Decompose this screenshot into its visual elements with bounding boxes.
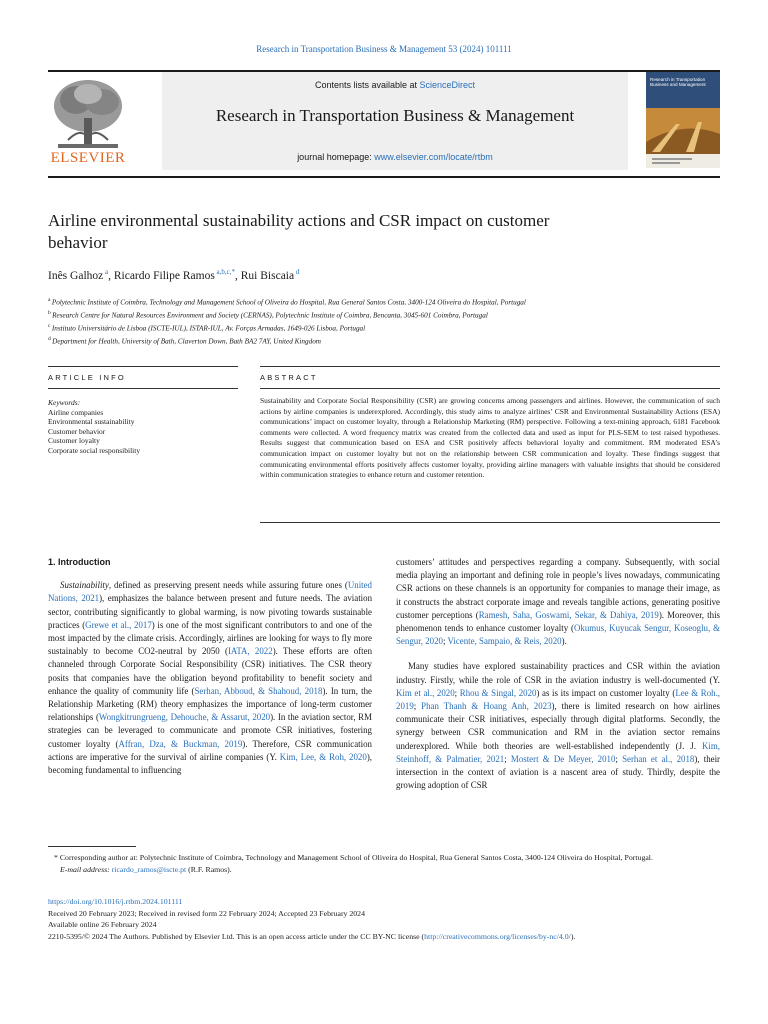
contents-prefix: Contents lists available at	[314, 80, 420, 90]
affiliation-item	[48, 321, 728, 334]
footnotes	[48, 852, 728, 875]
body-paragraph	[48, 579, 372, 777]
affiliation-text: Polytechnic Institute of Coimbra, Technology and Management School of Oliveira do Hospital, Rua General Santos Costa, 3400-124 Oliveira do Hospital, Portugal	[51, 298, 526, 307]
license-line	[48, 931, 728, 943]
affiliation-item	[48, 295, 728, 308]
citation-link[interactable]: Kim, Steinhoff, & Palmatier, 2021	[396, 740, 720, 764]
citation-link[interactable]: Ramesh, Saha, Goswami, Sekar, & Dahiya, 2019	[478, 609, 659, 620]
paragraph-text: customers’ attitudes and perspectives regarding a company. Subsequently, with social media playing an important and defining role in people’s lives nowadays, communicating CSR actions on these channels is an opportunity for companies to manage their image, as it constructs the abstract corporate image and reveals tangible actions, generating positive customer perceptions (	[396, 557, 720, 620]
author-separator: ,	[108, 269, 114, 282]
available-online: Available online 26 February 2024	[48, 920, 157, 930]
body-paragraph	[396, 556, 720, 648]
abstract-text: Sustainability and Corporate Social Responsibility (CSR) are growing concerns among passengers and airlines. However, the communication of such actions by airline companies is underexplored. Accordingly, this study aims to analyze airlines’ CSR and Environmental Sustainability Actions (ESA) communications’ impact on customer loyalty, through a Relationship Marketing (RM) perspective. Following a text-mining approach, 6181 Facebook comments were collected. A word frequency matrix was created from the collected data and used as input for PLS-SEM to test raised hypotheses. Results suggest that communication based on ESA and CSR positively affects behavioral loyalty and commitment. RM moderated ESA’s communication impact on customer loyalty but not on the relationship between CSR communication and loyalty. These findings suggest that communicating environmental efforts positively affects customer loyalty, providing airline managers with valuable insights that should be considered within communication strategies to enhance return and customer retention.	[260, 396, 720, 480]
author-list	[48, 268, 299, 282]
sciencedirect-link[interactable]: ScienceDirect	[419, 80, 476, 90]
received-dates: Received 20 February 2023; Received in revised form 22 February 2024; Accepted 23 February 2024	[48, 908, 365, 918]
affiliation-mark: c	[48, 322, 52, 329]
affiliation-mark: b	[48, 309, 53, 316]
author-affiliation-marks[interactable]: a	[103, 268, 109, 276]
paragraph-text: ;	[442, 636, 448, 647]
citation-link[interactable]: Affran, Dza, & Buckman, 2019	[118, 738, 243, 749]
license-prefix: 2210-5395/© 2024 The Authors. Published by Elsevier Ltd. This is an open access article under the CC BY-NC license (	[48, 931, 425, 941]
abstract-rule-top	[260, 366, 720, 367]
paragraph-text: ). In the aviation sector, RM strategies can be leveraged to communicate and promote CSR initiatives, fostering customer loyalty (	[48, 712, 372, 749]
keyword-item: Customer loyalty	[48, 436, 100, 446]
paragraph-text: , defined as preserving present needs while assuring future ones (	[108, 580, 348, 591]
author-affiliation-marks[interactable]: a,b,c,*	[214, 268, 236, 276]
abstract-heading: ABSTRACT	[260, 373, 318, 382]
email-owner: (R.F. Ramos).	[186, 864, 232, 874]
keyword-item: Airline companies	[48, 407, 104, 417]
citation-link[interactable]: Rhou & Singal, 2020	[459, 687, 537, 698]
paragraph-text: ). Therefore, CSR communication actions are imperative for the survival of airline companies (Y.	[48, 738, 372, 762]
keywords-block	[48, 398, 238, 456]
contents-line	[162, 80, 628, 90]
citation-link[interactable]: Wongkitrungrueng, Dehouche, & Assarut, 2020	[98, 712, 271, 723]
paragraph-text: ), emphasizes the balance between present and future needs. The aviation sector, contributing significantly to global warming, is now pivoting towards sustainable practices (	[48, 593, 373, 630]
citation-link[interactable]: Mostert & De Meyer, 2010	[510, 753, 616, 764]
keyword-item: Corporate social responsibility	[48, 445, 141, 455]
email-link[interactable]: ricardo_ramos@iscte.pt	[111, 864, 187, 874]
publisher-wordmark: ELSEVIER	[50, 150, 126, 166]
citation-link[interactable]: Kim et al., 2020	[396, 687, 455, 698]
header-rule-bottom	[48, 176, 720, 178]
article-title: Airline environmental sustainability actions and CSR impact on customer behavior	[48, 211, 550, 252]
citation-link[interactable]: United Nations, 2021	[48, 580, 372, 604]
email-label: E-mail address:	[60, 864, 112, 874]
author-affiliation-marks[interactable]: d	[294, 268, 300, 276]
paragraph-text: ), there is limited research on how airlines communicate their CSR initiatives, especially through digital platforms. Secondly, the synergy between CSR communication and RM in the aviation sector remains underexplored. While both theories are well-established independently (J. J.	[396, 701, 720, 751]
body-column-right	[396, 556, 720, 792]
journal-homepage-line	[162, 152, 628, 162]
article-info-heading: ARTICLE INFO	[48, 373, 126, 382]
paragraph-text: ). In turn, the Relationship Marketing (RM) theory emphasizes the importance of long-term customer relationships (	[48, 685, 373, 723]
paragraph-text: ;	[413, 701, 422, 712]
paragraph-text: ;	[615, 753, 623, 764]
body-column-left	[48, 556, 372, 777]
paragraph-text: ).	[561, 636, 567, 647]
affiliation-item	[48, 308, 728, 321]
journal-cover-thumbnail[interactable]	[646, 72, 720, 168]
paragraph-text: ), becoming fundamental to influencing	[48, 751, 372, 776]
affiliation-text: Research Centre for Natural Resources Environment and Society (CERNAS), Polytechnic Institute of Coimbra, Bencanta, 3045-601 Coimbra, Portugal	[52, 311, 488, 320]
publication-meta	[48, 896, 728, 942]
author-name[interactable]: Ricardo Filipe Ramos	[113, 269, 215, 282]
elsevier-logo[interactable]	[48, 72, 128, 170]
paragraph-text: ) is one of the most significant contributors to and one of the most impacted by the climate crisis. Accordingly, airlines are looking for ways to fly more sustainably to become CO2-neutral by 2050 (	[48, 619, 372, 657]
author-name[interactable]: Inês Galhoz	[48, 269, 104, 282]
affiliation-text: Instituto Universitário de Lisboa (ISCTE-IUL), ISTAR-IUL, Av. Forças Armadas, 1649-026 Lisboa, Portugal	[51, 324, 366, 333]
keyword-item: Environmental sustainability	[48, 417, 135, 427]
emphasized-term: Sustainability	[60, 580, 109, 591]
affiliation-list	[48, 295, 728, 347]
paragraph-text: Many studies have explored sustainability practices and CSR within the aviation industry. Firstly, while the role of CSR in the aviation industry is well-documented (Y.	[396, 661, 720, 685]
citation-link[interactable]: Serhan et al., 2018	[622, 753, 695, 764]
paragraph-text: ). These efforts are often channeled through Corporate Social Responsibility (CSR) initiatives. The CSR theory posits that companies have the obligation beyond profitability to benefit society and enhance the quality of community life (	[48, 646, 373, 696]
paragraph-text: ;	[454, 687, 460, 698]
doi-link[interactable]: https://doi.org/10.1016/j.rtbm.2024.101111	[48, 897, 183, 906]
paragraph-text: ) as is its impact on customer loyalty (	[536, 687, 676, 698]
body-paragraph	[396, 660, 720, 792]
homepage-prefix: journal homepage:	[297, 152, 375, 162]
citation-link[interactable]: Grewe et al., 2017	[85, 619, 152, 630]
email-line	[48, 864, 728, 876]
article-info-rule-mid	[48, 388, 238, 389]
keywords-list	[48, 408, 238, 456]
paragraph-text: ), their intersection in the context of aviation is a nascent area of study. Thirdly, despite the growing adoption of CSR	[396, 753, 720, 791]
corresponding-author-note: * Corresponding author at: Polytechnic Institute of Coimbra, Technology and Management School of Oliveira do Hospital, Rua General Santos Costa, 3400-124 Oliveira do Hospital, Portugal.	[54, 853, 653, 862]
affiliation-mark: a	[48, 297, 52, 303]
introduction-heading: 1. Introduction	[48, 557, 111, 567]
citation-link[interactable]: Kim, Lee, & Roh, 2020	[279, 751, 367, 762]
citation-link[interactable]: Okumus, Kuyucak Sengur, Koseoglu, & Sengur, 2020	[396, 623, 720, 647]
affiliation-text: Department for Health, University of Bath, Claverton Down, Bath BA2 7AY, United Kingdom	[52, 337, 321, 346]
running-reference[interactable]: Research in Transportation Business & Management 53 (2024) 101111	[256, 44, 512, 54]
affiliation-item	[48, 334, 728, 347]
license-suffix: ).	[570, 931, 576, 941]
article-info-rule-top	[48, 366, 238, 367]
citation-link[interactable]: Lee & Roh., 2019	[396, 687, 721, 712]
keyword-item: Customer behavior	[48, 426, 106, 436]
abstract-rule-mid	[260, 388, 720, 389]
citation-link[interactable]: Serhan, Abboud, & Shahoud, 2018	[194, 685, 323, 696]
journal-title: Research in Transportation Business & Management	[215, 106, 575, 125]
keywords-label: Keywords:	[48, 398, 81, 407]
author-separator: ,	[235, 269, 241, 282]
citation-link[interactable]: Phan Thanh & Hoang Anh, 2023	[421, 701, 552, 712]
homepage-link[interactable]: www.elsevier.com/locate/rtbm	[374, 152, 493, 162]
paragraph-text: ;	[504, 753, 511, 764]
affiliation-mark: d	[48, 335, 53, 342]
footnote-rule	[48, 846, 136, 847]
citation-link[interactable]: Vicente, Sampaio, & Reis, 2020	[447, 636, 562, 647]
citation-link[interactable]: IATA, 2022	[227, 646, 273, 657]
cover-title: Research in Transportation Business and Management	[650, 77, 706, 88]
author-name[interactable]: Rui Biscaia	[240, 269, 295, 282]
license-link[interactable]: http://creativecommons.org/licenses/by-nc/4.0/	[424, 931, 571, 941]
paragraph-text: ). Moreover, this phenomenon tends to enhance customer loyalty (	[396, 609, 720, 634]
abstract-rule-bottom	[260, 522, 720, 523]
